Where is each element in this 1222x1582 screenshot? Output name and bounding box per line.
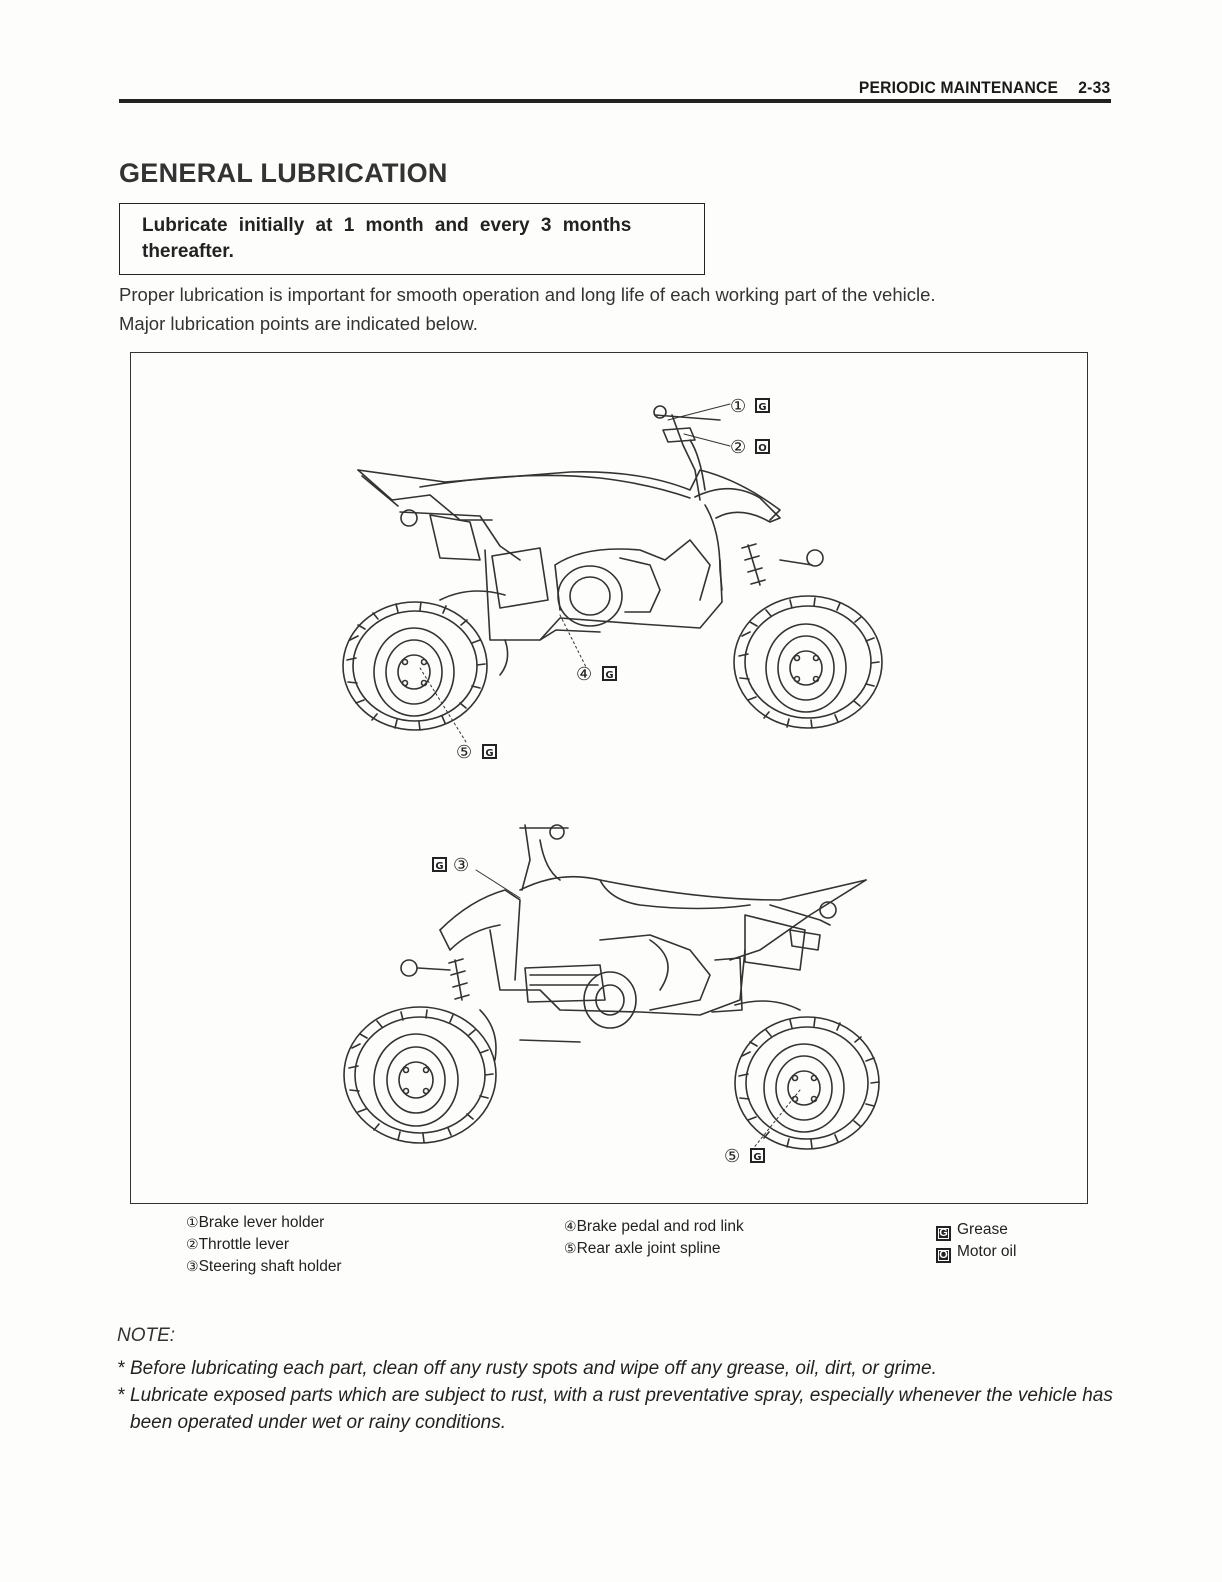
- callout-leaders-top: [420, 404, 730, 742]
- atv-top-rear-wheel: [343, 602, 487, 730]
- legend-label: Brake lever holder: [198, 1214, 325, 1231]
- legend-item: [186, 1212, 342, 1234]
- legend-label: Motor oil: [957, 1243, 1017, 1260]
- grease-badge: G: [936, 1226, 951, 1241]
- note-text: Before lubricating each part, clean off any rusty spots and wipe off any grease, oil, dirt, or grime.: [130, 1358, 937, 1379]
- callout-1: [730, 396, 769, 417]
- legend-item: [186, 1234, 342, 1256]
- intro-line: Major lubrication points are indicated below.: [119, 313, 478, 334]
- interval-text: Lubricate initially at 1 month and every 3 months thereafter.: [142, 215, 632, 262]
- callout-3-code: G: [435, 861, 444, 872]
- callout-4-code: G: [605, 670, 614, 681]
- legend-item: [564, 1238, 744, 1260]
- callout-5-bottom-code: G: [753, 1152, 762, 1163]
- note-item: * Before lubricating each part, clean off any rusty spots and wipe off any grease, oil, dirt, or grime.: [117, 1358, 937, 1379]
- atv-bottom-front-wheel: [344, 1007, 496, 1143]
- legend-num: ③: [186, 1259, 199, 1275]
- legend-label: Grease: [957, 1221, 1008, 1238]
- legend-label: Rear axle joint spline: [576, 1240, 721, 1257]
- legend-column-2: [564, 1216, 744, 1260]
- callout-1-num: ①: [730, 396, 747, 417]
- legend-num: ①: [186, 1215, 199, 1231]
- callout-5-bottom: [724, 1146, 764, 1167]
- legend-motor-oil: [936, 1241, 1016, 1263]
- legend-num: ②: [186, 1237, 199, 1253]
- atv-top-illustration: [343, 406, 882, 730]
- callout-5-bottom-num: ⑤: [724, 1146, 741, 1167]
- callout-3-num: ③: [453, 855, 470, 876]
- callout-4-num: ④: [576, 664, 593, 685]
- section-title: GENERAL LUBRICATION: [119, 158, 448, 188]
- intro-line: Proper lubrication is important for smooth operation and long life of each working part of the vehicle.: [119, 284, 936, 305]
- legend-label: Steering shaft holder: [198, 1258, 342, 1275]
- callout-2: [730, 437, 769, 458]
- legend-label: Throttle lever: [198, 1236, 290, 1253]
- note-list: [117, 1355, 1117, 1436]
- callout-5-top: [456, 742, 496, 763]
- legend-column-1: [186, 1212, 342, 1278]
- note-text: Lubricate exposed parts which are subject to rust, with a rust preventative spray, especially whenever the vehicle has been operated under wet or rainy conditions.: [130, 1385, 1113, 1433]
- header-section: PERIODIC MAINTENANCE: [858, 78, 1058, 97]
- legend-item: [186, 1256, 342, 1278]
- callout-5-top-num: ⑤: [456, 742, 473, 763]
- callout-2-code: O: [758, 443, 767, 454]
- callout-1-code: G: [758, 402, 767, 413]
- legend-num: ⑤: [564, 1241, 577, 1257]
- atv-top-front-wheel: [734, 596, 882, 728]
- callout-3: [433, 855, 469, 876]
- page-number: 2-33: [1077, 78, 1110, 97]
- callout-4: [576, 664, 616, 685]
- note-title: NOTE:: [117, 1325, 176, 1346]
- callout-2-num: ②: [730, 437, 747, 458]
- legend-column-3: [936, 1219, 1016, 1263]
- legend-item: [564, 1216, 744, 1238]
- atv-bottom-illustration: [344, 825, 879, 1149]
- note-item: * Lubricate exposed parts which are subject to rust, with a rust preventative spray, especially whenever the vehicle has been operated under wet or rainy conditions.: [117, 1385, 1113, 1433]
- legend-num: ④: [564, 1219, 577, 1235]
- legend-grease: [936, 1219, 1016, 1241]
- legend-label: Brake pedal and rod link: [576, 1218, 744, 1235]
- atv-bottom-rear-wheel: [735, 1017, 879, 1149]
- callout-5-top-code: G: [485, 748, 494, 759]
- motor-oil-badge: O: [936, 1248, 951, 1263]
